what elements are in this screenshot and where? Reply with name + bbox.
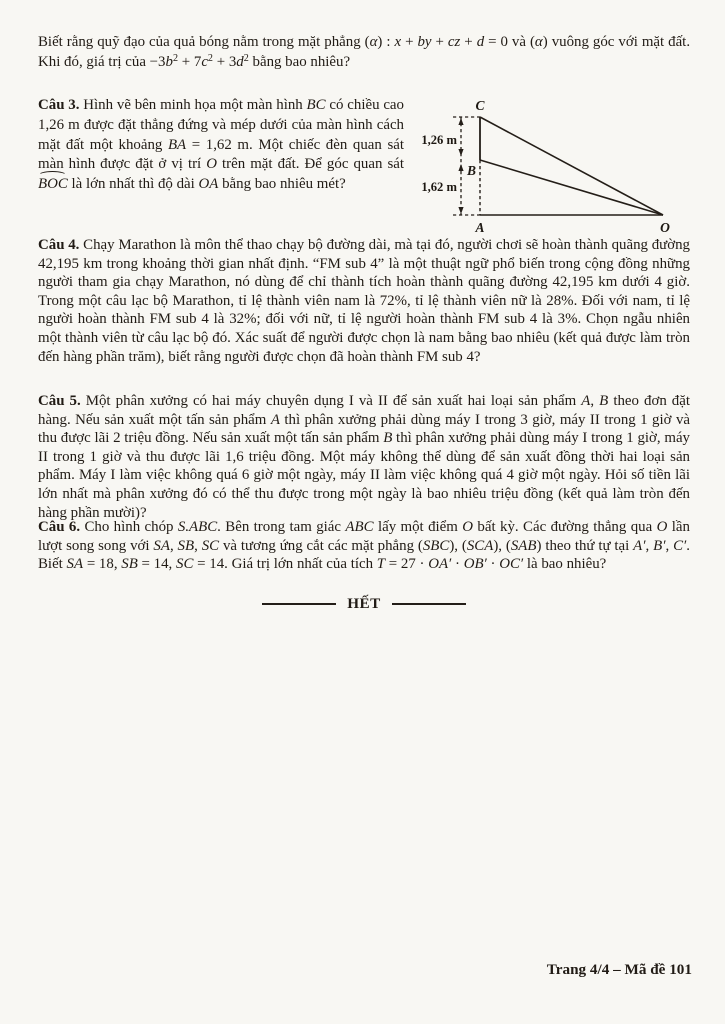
dimension-label-ba: 1,62 m <box>421 180 457 194</box>
sight-line-co <box>480 117 663 215</box>
end-label: HẾT <box>347 595 381 612</box>
page-footer: Trang 4/4 – Mã đề 101 <box>546 961 692 978</box>
dimension-arrow-down-bottom <box>458 207 463 214</box>
end-divider <box>38 595 690 613</box>
point-label-o: O <box>660 220 670 235</box>
point-label-a: A <box>475 220 485 235</box>
dimension-arrow-up-mid <box>458 164 463 171</box>
question-4-text: Câu 4. Chạy Marathon là môn thể thao chạy bộ đường dài, mà tại đó, người chơi sẽ hoàn thành quãng đường 42,195 km trong khoảng thời gian nhất định. “FM sub 4” là một thuật ngữ phổ biến trong cộng đồng những người tham gia chạy Marathon, nó dùng để chỉ thành tích hoàn thành quãng đường 42,195 km dưới 4 giờ. Trong một câu lạc bộ Marathon, tỉ lệ thành viên nam là 72%, tỉ lệ thành viên nữ là 28%. Đối với nam, tỉ lệ người hoàn thành FM sub 4 là 32%; đối với nữ, tỉ lệ người hoàn thành FM sub 4 là 3%. Chọn ngẫu nhiên một thành viên từ câu lạc bộ đó. Xác suất để người được chọn là nam bằng bao nhiêu (kết quả được làm tròn đến hàng phần trăm), biết rằng người được chọn đã hoàn thành FM sub 4? <box>38 237 690 365</box>
point-label-c: C <box>475 98 485 113</box>
divider-rule-left <box>262 603 336 605</box>
question-5-text: Câu 5. Một phân xưởng có hai máy chuyên dụng I và II để sản xuất hai loại sản phẩm A, B theo đơn đặt hàng. Nếu sản xuất một tấn sản phẩm A thì phân xưởng phải dùng máy I trong 3 giờ, máy II trong 1 giờ và thu được lãi 2 triệu đồng. Nếu sản xuất một tấn sản phẩm B thì phân xưởng phải dùng máy I trong 1 giờ, máy II trong 1 giờ và thu được lãi 1,6 triệu đồng. Một máy không thể dùng để sản xuất đồng thời hai loại sản phẩm. Máy I làm việc không quá 6 giờ một ngày, máy II làm việc không quá 4 giờ một ngày. Hỏi số tiền lãi lớn nhất mà phân xưởng đó có thể thu được trong một ngày là bao nhiêu triệu đồng (kết quả làm tròn đến hàng phần mười)? <box>38 393 691 521</box>
dimension-arrow-up-top <box>458 118 463 125</box>
dimension-arrow-down-mid <box>458 149 463 156</box>
divider-rule-right <box>392 603 466 605</box>
cau3-figure-svg <box>412 86 722 238</box>
sight-line-bo <box>480 160 663 215</box>
dimension-label-cb: 1,26 m <box>421 133 457 147</box>
question-3-text: Câu 3. Hình vẽ bên minh họa một màn hình BC có chiều cao 1,26 m được đặt thẳng đứng và mép dưới của màn hình cách mặt đất một khoảng BA = 1,62 m. Một chiếc đèn quan sát màn hình được đặt ở vị trí O trên mặt đất. Để góc quan sát BOC là lớn nhất thì độ dài OA bằng bao nhiêu mét? <box>38 96 404 195</box>
point-label-b: B <box>466 163 476 178</box>
question-2-continuation-text: Biết rằng quỹ đạo của quả bóng nằm trong mặt phẳng (α) : x + by + cz + d = 0 và (α) vuông góc với mặt đất. Khi đó, giá trị của $-3b^2 + 7c^2 + 3d^2$ bằng bao nhiêu? <box>38 34 691 70</box>
cau3-figure <box>412 86 722 238</box>
question-6-text: Câu 6. Cho hình chóp S.ABC. Bên trong tam giác ABC lấy một điểm O bất kỳ. Các đường thẳng qua O lần lượt song song với SA, SB, SC và tương ứng cắt các mặt phẳng (SBC), (SCA), (SAB) theo thứ tự tại A′, B′, C′. Biết SA = 18, SB = 14, SC = 14. Giá trị lớn nhất của tích T = 27 · OA′ · OB′ · OC′ là bao nhiêu? <box>38 519 691 573</box>
